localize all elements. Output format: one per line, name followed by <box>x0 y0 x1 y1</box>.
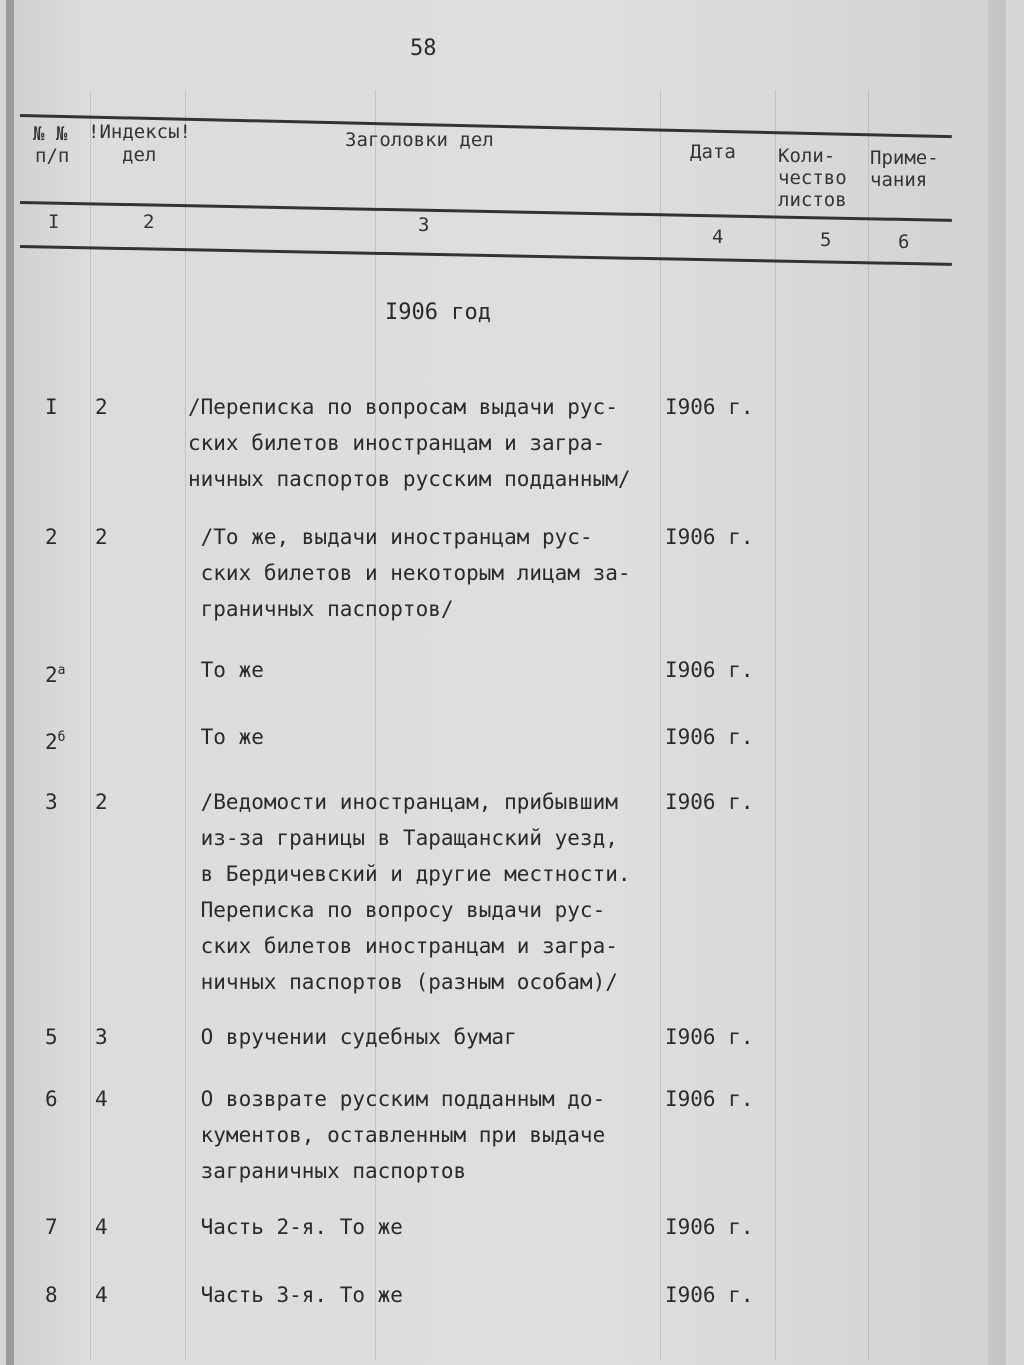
row-number-superscript: б <box>57 730 66 745</box>
row-title-line: Часть 3-я. То же <box>188 1283 403 1307</box>
row-date: I906 г. <box>665 1215 754 1239</box>
row-index: 4 <box>95 1215 108 1239</box>
colnum-3: 3 <box>418 214 430 236</box>
row-title-line: ничных паспортов русским подданным/ <box>188 467 631 491</box>
header-col5-line2: чество <box>778 167 847 189</box>
row-number <box>45 720 65 760</box>
header-col1-line2: п/п <box>35 145 70 167</box>
page-left-edge <box>6 0 14 1365</box>
column-guide <box>775 90 776 1360</box>
row-date: I906 г. <box>665 395 754 419</box>
row-title-line: заграничных паспортов <box>188 1159 467 1183</box>
row-title-line: граничных паспортов/ <box>188 597 454 621</box>
row-title-line: О вручении судебных бумаг <box>188 1025 517 1049</box>
row-date: I906 г. <box>665 658 754 682</box>
row-index: 2 <box>95 525 108 549</box>
row-number-base: 2 <box>45 663 58 687</box>
row-title-line: в Бердичевский и другие местности. <box>188 862 631 886</box>
row-date: I906 г. <box>665 790 754 814</box>
header-col2-line1: !Индексы! <box>88 121 191 143</box>
row-title-line: То же <box>188 658 264 682</box>
row-index: 4 <box>95 1283 108 1307</box>
colnum-1: I <box>48 211 60 233</box>
row-number: I <box>45 395 58 419</box>
row-date: I906 г. <box>665 725 754 749</box>
row-title-line: из-за границы в Таращанский уезд, <box>188 826 618 850</box>
row-date: I906 г. <box>665 1283 754 1307</box>
row-number <box>45 653 65 693</box>
row-title-line: /То же, выдачи иностранцам рус- <box>188 525 593 549</box>
row-number: 3 <box>45 790 58 814</box>
header-col1-line1: № № <box>33 123 68 145</box>
page-number: 58 <box>410 36 437 61</box>
column-guide <box>90 90 91 1360</box>
row-title-line: О возврате русским подданным до- <box>188 1087 606 1111</box>
header-col5-line3: листов <box>778 189 847 211</box>
header-col2-line2: дел <box>122 144 157 166</box>
header-col3: Заголовки дел <box>345 129 494 151</box>
row-number: 6 <box>45 1087 58 1111</box>
row-title-line: ских билетов и некоторым лицам за- <box>188 561 631 585</box>
row-title-line: ничных паспортов (разным особам)/ <box>188 970 618 994</box>
header-col5-line1: Коли- <box>778 145 836 167</box>
row-number: 2 <box>45 525 58 549</box>
column-guide <box>868 90 869 1360</box>
column-guide <box>185 90 186 1360</box>
row-title-line: Часть 2-я. То же <box>188 1215 403 1239</box>
colnum-5: 5 <box>820 229 832 251</box>
row-number: 8 <box>45 1283 58 1307</box>
colnum-4: 4 <box>712 226 724 248</box>
row-number-base: 2 <box>45 730 58 754</box>
row-index: 4 <box>95 1087 108 1111</box>
column-guide <box>660 90 661 1360</box>
row-number-superscript: а <box>57 663 66 678</box>
row-date: I906 г. <box>665 1025 754 1049</box>
row-title-line: То же <box>188 725 264 749</box>
row-title-line: /Переписка по вопросам выдачи рус- <box>188 395 618 419</box>
page-right-edge <box>988 0 1006 1365</box>
header-col6-line1: Приме- <box>870 147 939 169</box>
row-number: 5 <box>45 1025 58 1049</box>
row-title-line: кументов, оставленным при выдаче <box>188 1123 606 1147</box>
row-title-line: ских билетов иностранцам и загра- <box>188 431 606 455</box>
row-number: 7 <box>45 1215 58 1239</box>
header-col6-line2: чания <box>870 169 928 191</box>
header-col4: Дата <box>690 141 736 163</box>
colnum-2: 2 <box>143 211 155 233</box>
row-index: 2 <box>95 395 108 419</box>
year-heading: I906 год <box>385 300 491 325</box>
row-index: 3 <box>95 1025 108 1049</box>
colnum-6: 6 <box>898 231 910 253</box>
row-date: I906 г. <box>665 1087 754 1111</box>
row-title-line: /Ведомости иностранцам, прибывшим <box>188 790 618 814</box>
row-date: I906 г. <box>665 525 754 549</box>
row-title-line: ских билетов иностранцам и загра- <box>188 934 618 958</box>
row-index: 2 <box>95 790 108 814</box>
row-title-line: Переписка по вопросу выдачи рус- <box>188 898 606 922</box>
